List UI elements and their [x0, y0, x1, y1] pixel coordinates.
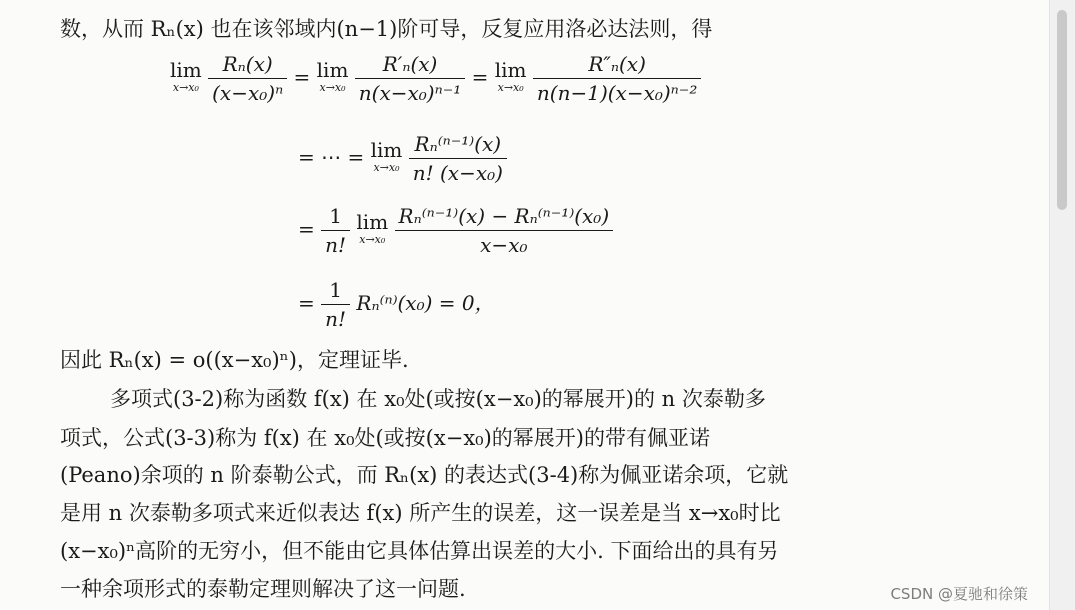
equals-sign: = [298, 217, 315, 241]
limit-operator: lim x→x₀ [170, 57, 202, 94]
limit-operator: lim x→x₀ [494, 57, 527, 94]
fraction: $\frac{\text{Rₙ⁽ⁿ⁻¹⁾(x) − Rₙ⁽ⁿ⁻¹⁾(x₀)}}{\text{x−x₀}}$ [395, 204, 614, 257]
equals-sign: = [298, 291, 315, 315]
csdn-watermark: CSDN @夏驰和徐策 [890, 585, 1028, 603]
equation-row-1 [170, 52, 701, 105]
coefficient-fraction: $\frac{1}{n!}$ [321, 204, 350, 257]
equation-row-2 [298, 132, 507, 185]
equals-sign: = [293, 65, 311, 89]
conclusion-line: 因此 Rₙ(x) = o((x−x₀)ⁿ)，定理证毕. [60, 348, 409, 372]
paragraph-line: (Peano)余项的 n 阶泰勒公式，而 Rₙ(x) 的表达式(3-4)称为佩亚诺余项，它就 [60, 463, 789, 487]
scrollbar-thumb[interactable] [1057, 10, 1067, 210]
limit-operator: lim x→x₀ [316, 57, 349, 94]
fraction: $\frac{\text{R′ₙ(x)}}{\text{n(x−x₀)ⁿ⁻¹}}$ [355, 52, 466, 105]
paragraph-line: (x−x₀)ⁿ高阶的无穷小，但不能由它具体估算出误差的大小. 下面给出的具有另 [60, 539, 779, 563]
paragraph-line: 是用 n 次泰勒多项式来近似表达 f(x) 所产生的误差，这一误差是当 x→x₀时比 [60, 501, 781, 525]
fraction: $\frac{\text{Rₙ(x)}}{\text{(x−x₀)ⁿ}}$ [208, 52, 287, 105]
fraction: $\frac{\text{R″ₙ(x)}}{\text{n(n−1)(x−x₀)ⁿ⁻²}}$ [533, 52, 701, 105]
paragraph-line: 多项式(3-2)称为函数 f(x) 在 x₀处(或按(x−x₀)的幂展开)的 n 次泰勒多 [110, 387, 766, 411]
ellipsis-equals: = ⋯ = [298, 145, 365, 169]
remainder-expression: Rₙ⁽ⁿ⁾(x₀) = 0， [356, 291, 495, 315]
equation-row-4 [298, 278, 495, 331]
fraction: $\frac{\text{Rₙ⁽ⁿ⁻¹⁾(x)}}{\text{n! (x−x₀)}}$ [409, 132, 507, 185]
coefficient-fraction: $\frac{1}{n!}$ [321, 278, 350, 331]
limit-operator: lim x→x₀ [356, 209, 389, 246]
equation-row-3 [298, 204, 613, 257]
limit-operator: lim x→x₀ [370, 137, 403, 174]
text-line-1: 数，从而 Rₙ(x) 也在该邻域内(n−1)阶可导，反复应用洛必达法则，得 [60, 17, 713, 41]
equals-sign: = [471, 65, 489, 89]
vertical-scrollbar[interactable] [1049, 0, 1075, 610]
paragraph-line: 一种余项形式的泰勒定理则解决了这一问题. [60, 577, 466, 601]
paragraph-line: 项式，公式(3-3)称为 f(x) 在 x₀处(或按(x−x₀)的幂展开)的带有佩亚诺 [60, 426, 710, 450]
